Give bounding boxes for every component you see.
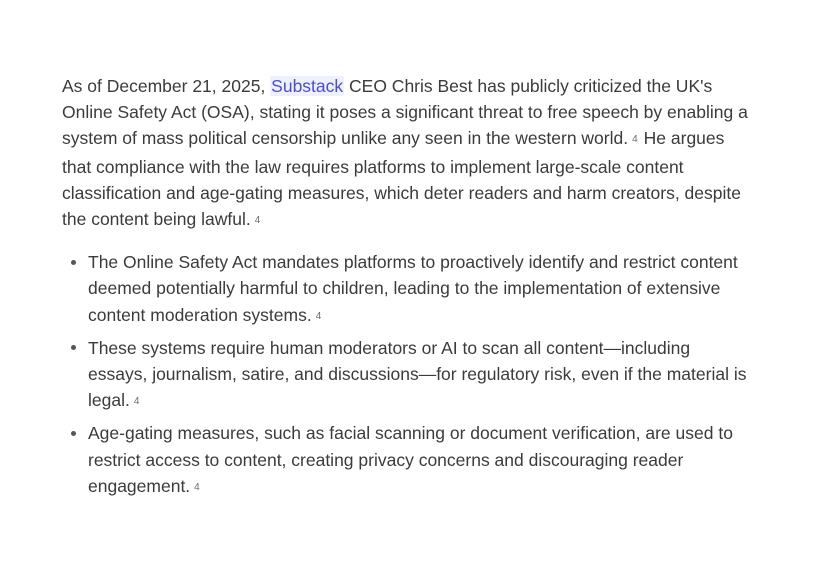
substack-link[interactable]: Substack xyxy=(271,76,344,96)
intro-text-start: As of December 21, 2025, xyxy=(62,76,271,96)
citation-marker[interactable]: 4 xyxy=(194,481,200,493)
bullet-dot-icon xyxy=(71,345,76,350)
bullet-list xyxy=(62,249,752,501)
citation-marker[interactable]: 4 xyxy=(133,396,140,408)
citation-marker[interactable]: 4 xyxy=(315,310,322,322)
list-item xyxy=(62,335,752,416)
intro-text-rest: CEO Chris Best has publicly criticized the UK's Online Safety Act (OSA), stating it poses a significant threat to free speech by enabling a system of mass political censorship unlike any seen in the western world. xyxy=(62,76,748,149)
citation-marker[interactable]: 4 xyxy=(254,215,261,227)
bullet-dot-icon xyxy=(71,431,76,436)
citation-marker[interactable]: 4 xyxy=(632,134,638,146)
intro-paragraph xyxy=(62,73,752,234)
list-item xyxy=(62,249,752,330)
bullet-text: These systems require human moderators or AI to scan all content—including essays, journalism, satire, and discussions—for regulatory risk, even if the material is legal. xyxy=(88,337,747,411)
answer-content xyxy=(62,73,752,506)
list-item xyxy=(62,420,752,501)
intro-text-middle: He argues that compliance with the law requires platforms to implement large-scale content classification and age-gating measures, which deter readers and harm creators, despite the content being lawful. xyxy=(62,128,741,230)
bullet-text: The Online Safety Act mandates platforms to proactively identify and restrict content deemed potentially harmful to children, leading to the implementation of extensive content moderation systems. xyxy=(88,252,738,325)
bullet-text: Age-gating measures, such as facial scanning or document verification, are used to restrict access to content, creating privacy concerns and discouraging reader engagement. xyxy=(88,423,733,496)
bullet-dot-icon xyxy=(71,260,76,265)
